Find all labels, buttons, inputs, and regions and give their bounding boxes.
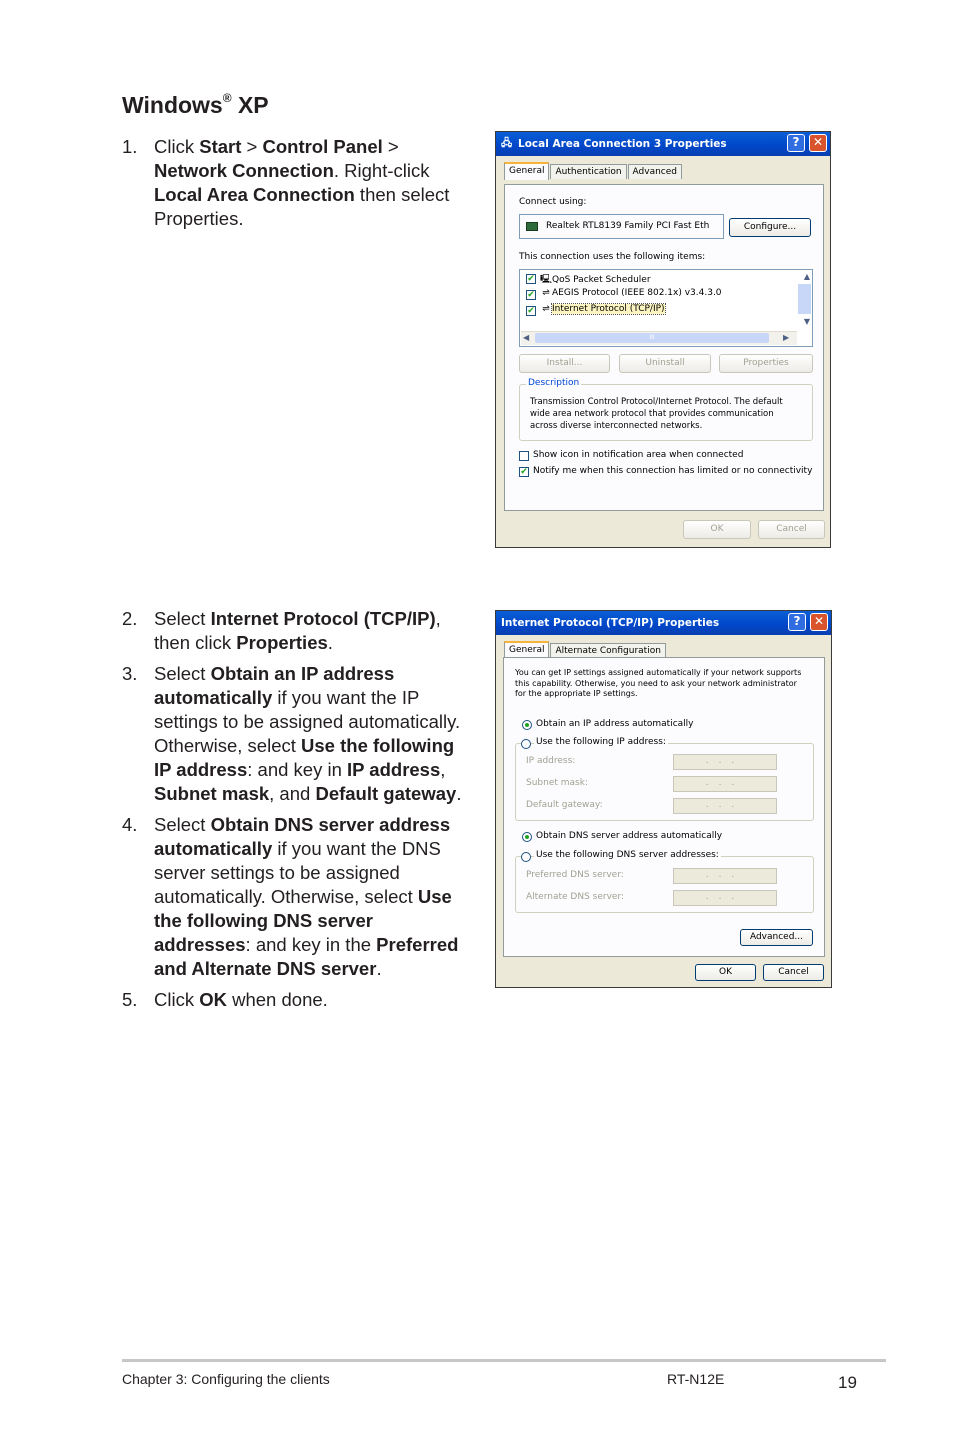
tab-advanced[interactable]: Advanced [628, 164, 682, 179]
step-emphasis: Start [199, 136, 242, 157]
notify-label: Notify me when this connection has limited or no connectivity [533, 466, 813, 476]
step-text: then select Properties. [154, 184, 450, 229]
subnet-mask-label: Subnet mask: [526, 778, 588, 788]
default-gateway-field[interactable]: ... [673, 798, 777, 814]
use-dns-label: Use the following DNS server addresses: [536, 850, 719, 860]
description-title: Description [528, 378, 580, 388]
footer-rule [122, 1359, 886, 1362]
step-text: when done. [226, 989, 328, 1010]
tab-strip [504, 164, 683, 180]
section-heading: Windows® XP [122, 91, 269, 118]
step-emphasis: Obtain an IP address automatically [154, 663, 395, 708]
step-number: 5. [122, 989, 138, 1010]
step-number: 3. [122, 663, 138, 684]
subnet-mask-field[interactable]: ... [673, 776, 777, 792]
horizontal-scroll-thumb[interactable]: III [535, 333, 769, 343]
properties-button[interactable]: Properties [719, 354, 813, 373]
ip-address-group [515, 737, 814, 821]
adapter-name: Realtek RTL8139 Family PCI Fast Eth [546, 221, 710, 231]
step-item [122, 813, 472, 981]
default-gateway-label: Default gateway: [526, 800, 603, 810]
footer-chapter: Chapter 3: Configuring the clients [122, 1371, 330, 1387]
close-button[interactable]: ✕ [809, 134, 827, 152]
step-text: : and key in [247, 759, 348, 780]
tab-general[interactable]: General [504, 162, 549, 180]
item-checkbox-qos[interactable]: ✔ [527, 274, 535, 284]
lan-properties-dialog [495, 131, 831, 548]
step-text: Click [154, 989, 200, 1010]
show-icon-checkbox[interactable] [519, 451, 529, 461]
step-text: Select [154, 814, 211, 835]
step-item [122, 607, 472, 655]
scroll-left-icon[interactable]: ◀ [523, 333, 530, 342]
tcpip-properties-dialog [495, 610, 832, 988]
tab-authentication[interactable]: Authentication [550, 164, 626, 179]
step-text: , and [269, 783, 316, 804]
use-ip-radio[interactable] [521, 739, 531, 749]
page-number: 19 [838, 1373, 857, 1392]
step-text: . [376, 958, 382, 979]
dialog-title: Internet Protocol (TCP/IP) Properties [501, 617, 720, 629]
cancel-button[interactable]: Cancel [758, 520, 825, 539]
obtain-ip-radio[interactable] [522, 720, 532, 730]
tab-general[interactable]: General [504, 641, 549, 659]
step-text: if you want the IP settings to be assigned automatically. Otherwise, select [154, 687, 461, 756]
dialog-titlebar [496, 132, 830, 156]
preferred-dns-field[interactable]: ... [673, 868, 777, 884]
steps-list-1 [122, 135, 472, 238]
step-emphasis: Subnet mask [154, 783, 270, 804]
step-emphasis: Control Panel [262, 136, 383, 157]
step-emphasis: OK [199, 989, 227, 1010]
horizontal-scrollbar[interactable] [521, 331, 797, 345]
step-emphasis: Use the following DNS server addresses [154, 886, 452, 955]
step-emphasis: IP address [347, 759, 441, 780]
intro-text: You can get IP settings assigned automatically if your network supports this capability. Otherwise, you need to ask your network administrator for the appropriate IP settings. [515, 668, 802, 698]
use-ip-label: Use the following IP address: [536, 737, 666, 747]
ip-address-label: IP address: [526, 756, 576, 766]
footer-model: RT-N12E [667, 1371, 725, 1387]
obtain-ip-label: Obtain an IP address automatically [536, 719, 694, 729]
ok-button[interactable]: OK [683, 520, 751, 539]
general-panel [503, 657, 825, 957]
step-emphasis: Network Connection [154, 160, 334, 181]
nic-icon [526, 222, 538, 231]
uninstall-button[interactable]: Uninstall [619, 354, 711, 373]
alternate-dns-field[interactable]: ... [673, 890, 777, 906]
steps-list-2 [122, 607, 472, 1019]
item-label-aegis: ⇌ AEGIS Protocol (IEEE 802.1x) v3.4.3.0 [540, 288, 722, 298]
items-label: This connection uses the following items: [519, 252, 706, 262]
install-button[interactable]: Install... [519, 354, 610, 373]
notify-checkbox[interactable]: ✔ [520, 467, 528, 477]
step-text: . Right-click [333, 160, 430, 181]
step-item [122, 135, 472, 231]
configure-button[interactable]: Configure... [729, 218, 811, 237]
step-number: 1. [122, 136, 138, 157]
description-text: Transmission Control Protocol/Internet Protocol. The default wide area network protocol that provides communication across diverse interconnected networks. [530, 397, 783, 431]
step-emphasis: Preferred and Alternate DNS server [154, 934, 459, 979]
help-button[interactable]: ? [788, 613, 806, 631]
tab-alternate-configuration[interactable]: Alternate Configuration [550, 643, 665, 658]
advanced-button[interactable]: Advanced... [740, 929, 813, 946]
adapter-field [519, 214, 724, 239]
item-checkbox-tcpip[interactable]: ✔ [527, 306, 535, 316]
use-dns-radio[interactable] [521, 852, 531, 862]
step-text: > [382, 136, 399, 157]
protocol-icon: ⇌ [542, 304, 550, 314]
show-icon-label: Show icon in notification area when connected [533, 450, 744, 460]
step-text: if you want the DNS server settings to be assigned automatically. Otherwise, select [154, 838, 441, 907]
step-text: , [440, 759, 446, 780]
items-list [519, 269, 813, 347]
dialog-title: Local Area Connection 3 Properties [518, 138, 727, 150]
scroll-down-icon[interactable]: ▼ [803, 317, 810, 326]
step-emphasis: Local Area Connection [154, 184, 355, 205]
scroll-up-icon[interactable]: ▲ [803, 272, 810, 281]
step-text: . [327, 632, 333, 653]
step-emphasis: Default gateway [315, 783, 457, 804]
step-number: 2. [122, 608, 138, 629]
step-emphasis: Properties [236, 632, 328, 653]
description-group [519, 378, 813, 441]
step-emphasis: Internet Protocol (TCP/IP) [210, 608, 436, 629]
vertical-scrollbar[interactable] [798, 284, 811, 314]
ip-address-field[interactable]: ... [673, 754, 777, 770]
step-text: Select [154, 608, 211, 629]
step-item [122, 662, 472, 806]
scroll-right-icon[interactable]: ▶ [783, 333, 790, 342]
item-checkbox-aegis[interactable]: ✔ [527, 290, 535, 300]
step-emphasis: Obtain DNS server address automatically [154, 814, 451, 859]
step-emphasis: Use the following IP address [154, 735, 455, 780]
step-text: Click [154, 136, 200, 157]
obtain-dns-radio[interactable] [522, 832, 532, 842]
protocol-icon: ⇌ [542, 288, 550, 298]
step-text: Select [154, 663, 211, 684]
help-button[interactable]: ? [787, 134, 805, 152]
ok-button[interactable]: OK [695, 964, 756, 981]
step-text: , then click [154, 608, 441, 653]
step-item [122, 988, 472, 1012]
obtain-dns-label: Obtain DNS server address automatically [536, 831, 723, 841]
item-label-qos: 🖳QoS Packet Scheduler [540, 272, 651, 288]
item-label-tcpip[interactable]: ⇌ Internet Protocol (TCP/IP) [540, 304, 665, 314]
dns-group [515, 850, 814, 913]
network-icon: 🖧 [501, 138, 513, 149]
step-text: : and key in the [245, 934, 377, 955]
preferred-dns-label: Preferred DNS server: [526, 870, 624, 880]
close-button[interactable]: ✕ [810, 613, 828, 631]
step-text: > [241, 136, 263, 157]
scheduler-icon: 🖳 [540, 275, 553, 285]
cancel-button[interactable]: Cancel [763, 964, 824, 981]
dialog-titlebar [496, 611, 831, 635]
alternate-dns-label: Alternate DNS server: [526, 892, 625, 902]
connect-using-label: Connect using: [519, 197, 587, 207]
general-panel [504, 184, 824, 511]
step-text: . [456, 783, 462, 804]
step-number: 4. [122, 814, 138, 835]
